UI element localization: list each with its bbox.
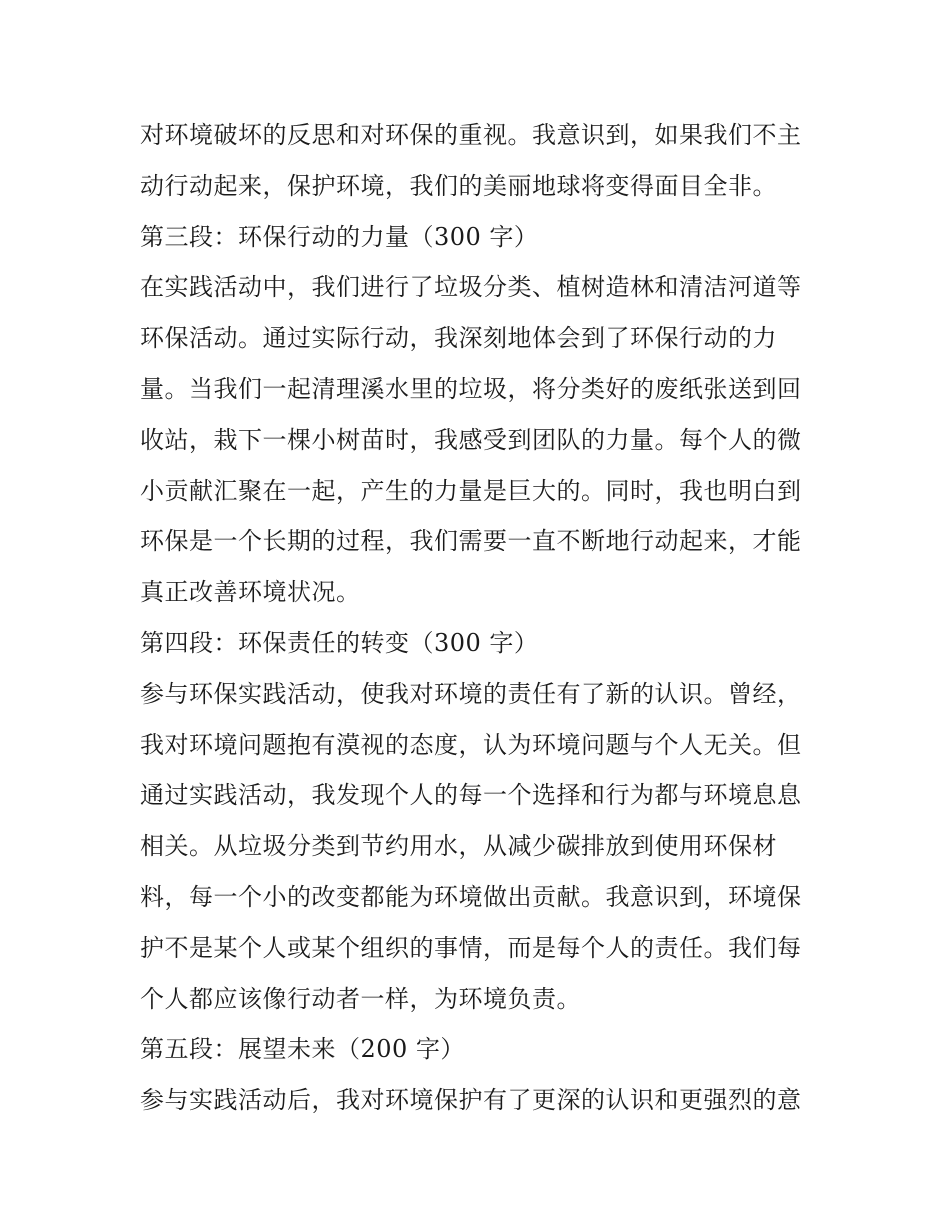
document-body <box>140 110 820 1126</box>
paragraph-line: 相关。从垃圾分类到节约用水，从减少碳排放到使用环保材 <box>140 832 777 861</box>
paragraph-line: 参与环保实践活动，使我对环境的责任有了新的认识。曾经， <box>140 679 802 708</box>
paragraph-line: 动行动起来，保护环境，我们的美丽地球将变得面目全非。 <box>140 171 777 200</box>
paragraph-line: 护不是某个人或某个组织的事情，而是每个人的责任。我们每 <box>140 933 802 962</box>
paragraph-line: 对环境破坏的反思和对环保的重视。我意识到，如果我们不主 <box>140 121 802 149</box>
section-heading: 第三段：环保行动的力量（300 字） <box>140 222 539 251</box>
paragraph-line: 小贡献汇聚在一起，产生的力量是巨大的。同时，我也明白到 <box>140 476 802 505</box>
paragraph-line: 真正改善环境状况。 <box>140 578 361 607</box>
section-heading: 第五段：展望未来（200 字） <box>140 1035 465 1064</box>
paragraph-line: 料，每一个小的改变都能为环境做出贡献。我意识到，环境保 <box>140 882 802 911</box>
paragraph-line: 个人都应该像行动者一样，为环境负责。 <box>140 984 581 1013</box>
paragraph-line: 在实践活动中，我们进行了垃圾分类、植树造林和清洁河道等 <box>140 273 802 302</box>
paragraph-line: 通过实践活动，我发现个人的每一个选择和行为都与环境息息 <box>140 781 802 810</box>
paragraph-line: 我对环境问题抱有漠视的态度，认为环境问题与个人无关。但 <box>140 730 802 759</box>
paragraph-line: 环保是一个长期的过程，我们需要一直不断地行动起来，才能 <box>140 527 802 556</box>
paragraph-line: 量。当我们一起清理溪水里的垃圾，将分类好的废纸张送到回 <box>140 374 802 403</box>
paragraph-line: 收站，栽下一棵小树苗时，我感受到团队的力量。每个人的微 <box>140 425 802 454</box>
paragraph-line: 环保活动。通过实际行动，我深刻地体会到了环保行动的力 <box>140 324 777 353</box>
paragraph-line: 参与实践活动后，我对环境保护有了更深的认识和更强烈的意 <box>140 1086 802 1115</box>
section-heading: 第四段：环保责任的转变（300 字） <box>140 628 539 657</box>
